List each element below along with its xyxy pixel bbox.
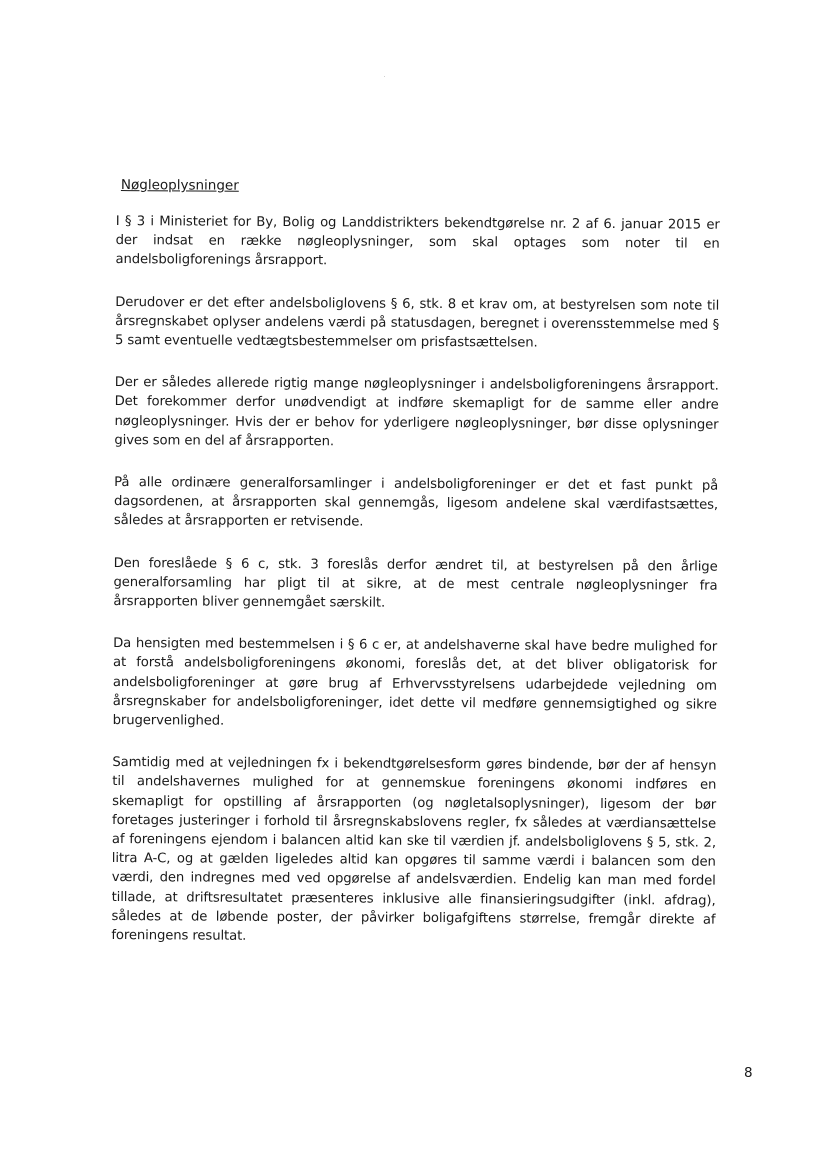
- page-number: 8: [744, 1065, 753, 1081]
- paragraph-3: Der er således allerede rigtig mange nøgleoplysninger i andelsboligforeningens årsrapport. Det forekommer derfor unødvendigt at indføre skemapligt for de samme eller andre nøgleoplysninger. Hvis der er behov for yderligere nøgleoplysninger, bør disse oplysninger gives som en del af årsrapporten.: [114, 375, 719, 450]
- paragraph-1: I § 3 i Ministeriet for By, Bolig og Landdistrikters bekendtgørelse nr. 2 af 6. januar 2015 er der indsat en række nøgleoplysninger, som skal optages som noter til en andelsboligforenings årsrapport.: [115, 213, 720, 269]
- paragraph-5: Den foreslåede § 6 c, stk. 3 foreslås derfor ændret til, at bestyrelsen på den årlige generalforsamling har pligt til at sikre, at de mest centrale nøgleoplysninger fra årsrapporten bliver gennemgået særskilt.: [113, 555, 718, 611]
- paragraph-6: Da hensigten med bestemmelsen i § 6 c er, at andelshaverne skal have bedre mulighed for at forstå andelsboligforeningens økonomi, foreslås det, at det bliver obligatorisk for andelsboligforeninger at gøre brug af Erhvervsstyrelsens udarbejdede vejledning om årsregnskaber for andelsboligforeninger, idet dette vil medføre gennemsigtighed og sikre brugervenlighed.: [112, 636, 718, 729]
- paragraph-2: Derudover er det efter andelsboliglovens § 6, stk. 8 et krav om, at bestyrelsen som note til årsregnskabet oplyser andelens værdi på statusdagen, beregnet i overensstemmelse med § 5 samt eventuelle vedtægtsbestemmelser om prisfastsættelsen.: [114, 294, 720, 351]
- scan-speck: [384, 76, 385, 77]
- paragraph-7: Samtidig med at vejledningen fx i bekendtgørelsesform gøres bindende, bør der af hensyn til andelshavernes mulighed for at gennemskue foreningens økonomi indføres en skemapligt for opstilling af årsrapporten (og nøgletalsoplysninger), ligesom der bør foretages justeringer i forhold til årsregnskabslovens regler, fx således at værdiansættelse af foreningens ejendom i balancen altid kan ske til værdien jf. andelsboliglovens § 5, stk. 2, litra A-C, og at gælden ligeledes altid kan opgøres til samme værdi i balancen som den værdi, den indregnes med ved opgørelse af andelsværdien. Endelig kan man med fordel tillade, at driftsresultatet præsenteres inklusive alle finansieringsudgifter (inkl. afdrag), således at de løbende poster, der påvirker boligafgiftens størrelse, fremgår direkte af foreningens resultat.: [111, 755, 717, 944]
- paragraph-4: På alle ordinære generalforsamlinger i andelsboligforeninger er det et fast punkt på dagsordenen, at årsrapporten skal gennemgås, ligesom andelene skal værdifastsættes, således at årsrapporten er retvisende.: [113, 475, 719, 530]
- document-body: [111, 176, 720, 972]
- section-heading: Nøgleoplysninger: [120, 177, 239, 194]
